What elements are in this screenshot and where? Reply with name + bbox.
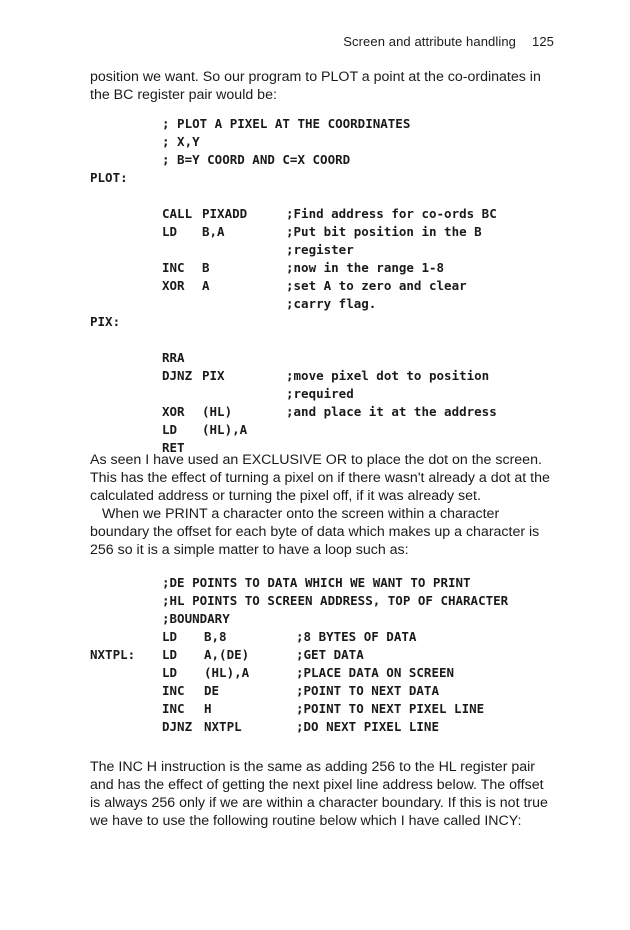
operand: B <box>202 260 210 275</box>
opcode: INC <box>162 701 185 716</box>
opcode: INC <box>162 260 185 275</box>
opcode: LD <box>162 422 178 437</box>
line-comment: ;8 BYTES OF DATA <box>296 629 417 644</box>
opcode: CALL <box>162 206 193 221</box>
line-comment: ;Put bit position in the B <box>286 224 482 239</box>
line-comment: ;register <box>286 242 354 257</box>
operand: (HL),A <box>204 665 250 680</box>
print-paragraph: When we PRINT a character onto the screen within a character boundary the offset for each byte of data which makes up a character is 256 so it is a simple matter to have a loop such as: <box>90 506 540 558</box>
opcode: LD <box>162 224 178 239</box>
operand: DE <box>204 683 220 698</box>
opcode: RET <box>162 440 185 455</box>
line-comment: ;Find address for co-ords BC <box>286 206 497 221</box>
running-header <box>343 34 554 49</box>
line-comment: ;and place it at the address <box>286 404 497 419</box>
code-comment: ; B=Y COORD AND C=X COORD <box>162 152 351 167</box>
line-comment: ;now in the range 1-8 <box>286 260 445 275</box>
operand: (HL) <box>202 404 233 419</box>
line-comment: ;carry flag. <box>286 296 377 311</box>
opcode: RRA <box>162 350 185 365</box>
code-label-pix: PIX: <box>90 314 121 329</box>
line-comment: ;POINT TO NEXT PIXEL LINE <box>296 701 485 716</box>
operand: (HL),A <box>202 422 248 437</box>
code-label-plot: PLOT: <box>90 170 128 185</box>
line-comment: ;PLACE DATA ON SCREEN <box>296 665 455 680</box>
inc-h-paragraph: The INC H instruction is the same as adding 256 to the HL register pair and has the effect of getting the next pixel line address below. The offset is always 256 only if we are within a character boundary. If this is not true we have to use the following routine below which I have called INCY: <box>90 759 548 829</box>
operand: PIXADD <box>202 206 248 221</box>
opcode: XOR <box>162 278 185 293</box>
header-title: Screen and attribute handling <box>343 34 516 49</box>
opcode: DJNZ <box>162 719 193 734</box>
operand: PIX <box>202 368 225 383</box>
line-comment: ;POINT TO NEXT DATA <box>296 683 439 698</box>
operand: H <box>204 701 212 716</box>
operand: B,A <box>202 224 225 239</box>
opcode: INC <box>162 683 185 698</box>
opcode: LD <box>162 665 178 680</box>
exclusive-or-paragraph: As seen I have used an EXCLUSIVE OR to place the dot on the screen. This has the effect of turning a pixel on if there wasn't already a dot at the calculated address or turning the pixel off, if it was already set. <box>90 452 550 504</box>
line-comment: ;required <box>286 386 354 401</box>
code-comment: ; X,Y <box>162 134 200 149</box>
opcode: DJNZ <box>162 368 193 383</box>
opcode: XOR <box>162 404 185 419</box>
line-comment: ;GET DATA <box>296 647 364 662</box>
code-comment: ;BOUNDARY <box>162 611 230 626</box>
operand: A,(DE) <box>204 647 250 662</box>
operand: NXTPL <box>204 719 242 734</box>
operand: B,8 <box>204 629 227 644</box>
intro-paragraph: position we want. So our program to PLOT a point at the co-ordinates in the BC register pair would be: <box>90 69 541 103</box>
operand: A <box>202 278 210 293</box>
code-comment: ;HL POINTS TO SCREEN ADDRESS, TOP OF CHARACTER <box>162 593 509 608</box>
line-comment: ;DO NEXT PIXEL LINE <box>296 719 439 734</box>
opcode: LD <box>162 629 178 644</box>
code-label-nxtpl: NXTPL: <box>90 647 136 662</box>
opcode: LD <box>162 647 178 662</box>
code-comment: ;DE POINTS TO DATA WHICH WE WANT TO PRINT <box>162 575 471 590</box>
page-number: 125 <box>532 34 554 49</box>
line-comment: ;set A to zero and clear <box>286 278 467 293</box>
code-comment: ; PLOT A PIXEL AT THE COORDINATES <box>162 116 411 131</box>
line-comment: ;move pixel dot to position <box>286 368 490 383</box>
